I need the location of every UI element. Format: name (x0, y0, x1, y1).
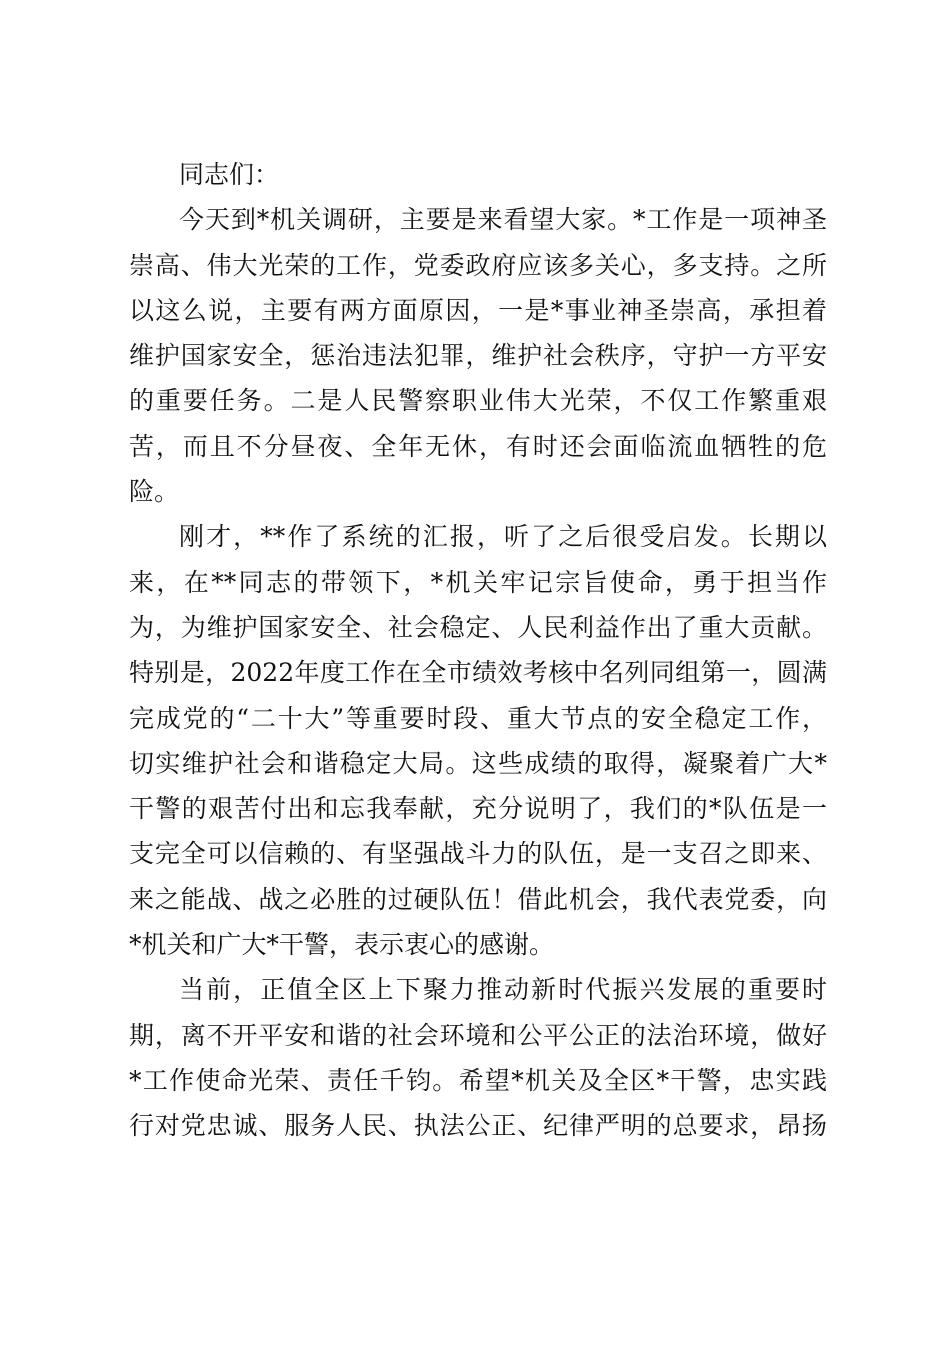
paragraph-1-line-7: 险。 (129, 477, 180, 507)
paragraph-1-line-4: 维护国家安全，惩治违法犯罪，维护社会秩序，守护一方平安 (129, 341, 827, 371)
paragraph-3-line-3: *工作使命光荣、责任千钧。希望*机关及全区*干警，忠实践 (129, 1065, 827, 1095)
paragraph-2-line-3: 为，为维护国家安全、社会稳定、人民利益作出了重大贡献。 (129, 612, 827, 642)
paragraph-1-line-2: 崇高、伟大光荣的工作，党委政府应该多关心，多支持。之所 (129, 250, 827, 280)
paragraph-1-line-1: 今天到*机关调研，主要是来看望大家。*工作是一项神圣 (179, 205, 827, 235)
paragraph-2-line-10: *机关和广大*干警，表示衷心的感谢。 (129, 930, 555, 960)
paragraph-2-line-6: 切实维护社会和谐稳定大局。这些成绩的取得，凝聚着广大* (129, 748, 827, 778)
paragraph-2-line-1: 刚才，**作了系统的汇报，听了之后很受启发。长期以 (179, 522, 827, 552)
paragraph-2-line-7: 干警的艰苦付出和忘我奉献，充分说明了，我们的*队伍是一 (129, 794, 827, 824)
paragraph-2-line-8: 支完全可以信赖的、有坚强战斗力的队伍，是一支召之即来、 (129, 839, 827, 869)
paragraph-1-line-6: 苦，而且不分昼夜、全年无休，有时还会面临流血牺牲的危 (129, 431, 827, 461)
paragraph-3-line-1: 当前，正值全区上下聚力推动新时代振兴发展的重要时 (179, 975, 827, 1005)
speech-body (129, 152, 827, 1149)
paragraph-2-line-5: 完成党的“二十大”等重要时段、重大节点的安全稳定工作， (129, 703, 827, 733)
paragraph-3-line-4: 行对党忠诚、服务人民、执法公正、纪律严明的总要求，昂扬 (129, 1111, 827, 1141)
paragraph-2-line-2: 来，在**同志的带领下，*机关牢记宗旨使命，勇于担当作 (129, 567, 827, 597)
paragraph-1-line-3: 以这么说，主要有两方面原因，一是*事业神圣崇高，承担着 (129, 295, 827, 325)
salutation-line: 同志们： (179, 160, 280, 189)
paragraph-2-line-9: 来之能战、战之必胜的过硬队伍！借此机会，我代表党委，向 (129, 884, 827, 914)
paragraph-3-line-2: 期，离不开平安和谐的社会环境和公平公正的法治环境，做好 (129, 1020, 827, 1050)
paragraph-2-line-4: 特别是，2022年度工作在全市绩效考核中名列同组第一，圆满 (129, 658, 827, 688)
paragraph-1-line-5: 的重要任务。二是人民警察职业伟大光荣，不仅工作繁重艰 (129, 386, 827, 416)
